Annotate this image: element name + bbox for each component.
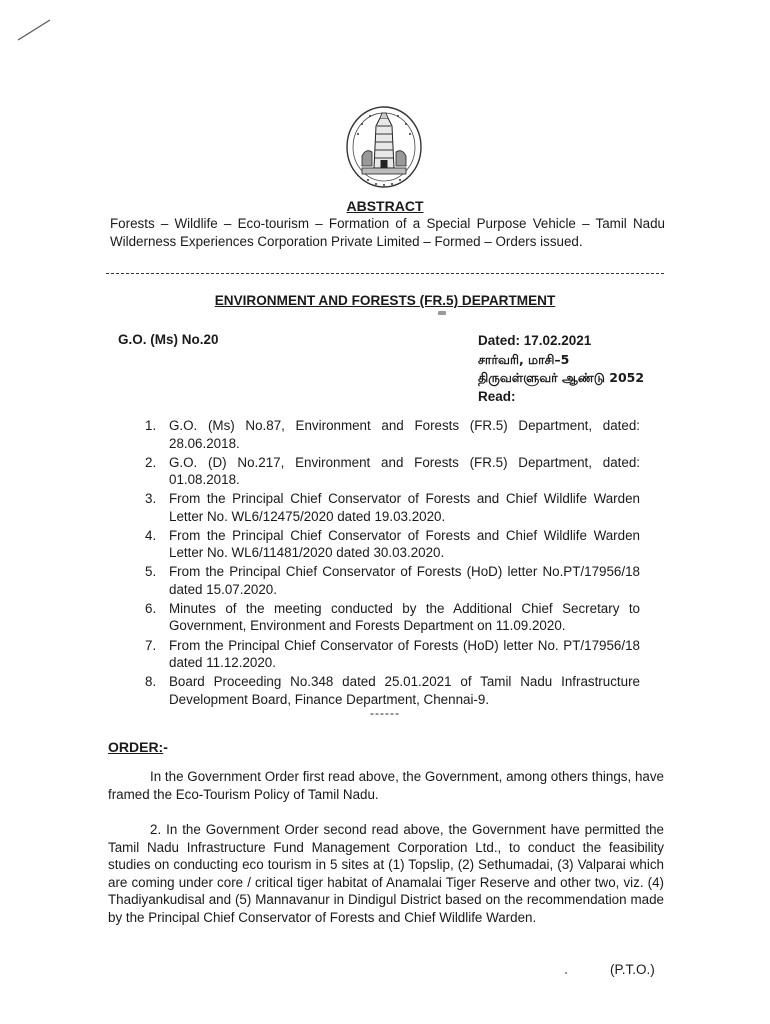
- references-list: [145, 417, 640, 710]
- reference-item: [145, 600, 640, 635]
- dated-line: Dated: 17.02.2021: [478, 333, 592, 348]
- scan-speck: [565, 972, 567, 974]
- abstract-title: ABSTRACT: [346, 198, 424, 214]
- order-heading-label: ORDER:: [108, 739, 164, 755]
- reference-item: [145, 417, 640, 452]
- dated-block: [478, 332, 644, 406]
- reference-text: Minutes of the meeting conducted by the Additional Chief Secretary to Government, Environment and Forests Department on 11.09.2020.: [169, 600, 640, 634]
- reference-number: 5.: [145, 564, 157, 580]
- reference-text: Board Proceeding No.348 dated 25.01.2021 of Tamil Nadu Infrastructure Development Board, Finance Department, Chennai-9.: [169, 674, 640, 707]
- reference-item: [145, 527, 640, 562]
- order-heading-suffix: -: [163, 739, 168, 755]
- reference-item: [145, 563, 640, 598]
- scan-speck: [438, 311, 446, 315]
- reference-number: 4.: [145, 527, 157, 543]
- tamil-date-line-2: திருவள்ளுவர் ஆண்டு 2052: [478, 370, 645, 385]
- reference-text: From the Principal Chief Conservator of Forests and Chief Wildlife Warden Letter No. WL6/11481/2020 dated 30.03.2020.: [169, 527, 640, 561]
- go-number: G.O. (Ms) No.20: [118, 332, 219, 347]
- pen-stroke-mark: [16, 18, 52, 42]
- reference-item: [145, 637, 640, 672]
- reference-text: G.O. (Ms) No.87, Environment and Forests (FR.5) Department, dated: 28.06.2018.: [169, 418, 640, 451]
- department-heading: ENVIRONMENT AND FORESTS (FR.5) DEPARTMENT: [214, 293, 556, 308]
- reference-item: [145, 673, 640, 708]
- reference-number: 6.: [145, 600, 157, 616]
- reference-item: [145, 490, 640, 525]
- pto-note: (P.T.O.): [610, 962, 655, 977]
- order-paragraph-2: 2. In the Government Order second read above, the Government have permitted the Tamil Nadu Infrastructure Fund Management Corporation Ltd., to conduct the feasibility studies on conducting eco tourism in 5 sites at (1) Topslip, (2) Sethumadai, (3) Valparai which are coming under core / critical tiger habitat of Anamalai Tiger Reserve and other two, viz. (4) Thadiyankudisal and (5) Mannavanur in Dindigul District based on the recommendation made by the Principal Chief Conservator of Forests and Chief Wildlife Warden.: [108, 822, 664, 925]
- reference-number: 2.: [145, 454, 157, 470]
- order-heading: [108, 739, 168, 755]
- reference-text: From the Principal Chief Conservator of Forests (HoD) letter No. PT/17956/18 dated 11.12.2020.: [169, 637, 640, 671]
- tamil-date-line-1: சார்வரி, மாசி–5: [478, 351, 570, 367]
- order-paragraph-1: In the Government Order first read above, the Government, among others things, have framed the Eco-Tourism Policy of Tamil Nadu.: [108, 769, 664, 802]
- reference-number: 7.: [145, 637, 157, 653]
- reference-number: 8.: [145, 674, 157, 690]
- reference-item: [145, 454, 640, 489]
- dashed-divider: [106, 273, 664, 274]
- subject-text: Forests – Wildlife – Eco-tourism – Formation of a Special Purpose Vehicle – Tamil Nadu Wilderness Experiences Corporation Private Limited – Formed – Orders issued.: [110, 216, 665, 249]
- section-separator: ------: [370, 706, 400, 720]
- reference-number: 3.: [145, 491, 157, 507]
- reference-text: From the Principal Chief Conservator of Forests and Chief Wildlife Warden Letter No. WL6/12475/2020 dated 19.03.2020.: [169, 491, 640, 524]
- read-label: Read:: [478, 388, 516, 404]
- reference-number: 1.: [145, 418, 157, 433]
- tamil-nadu-emblem-icon: [344, 104, 424, 190]
- reference-text: From the Principal Chief Conservator of Forests (HoD) letter No.PT/17956/18 dated 15.07.2020.: [169, 564, 640, 597]
- reference-text: G.O. (D) No.217, Environment and Forests (FR.5) Department, dated: 01.08.2018.: [169, 454, 640, 488]
